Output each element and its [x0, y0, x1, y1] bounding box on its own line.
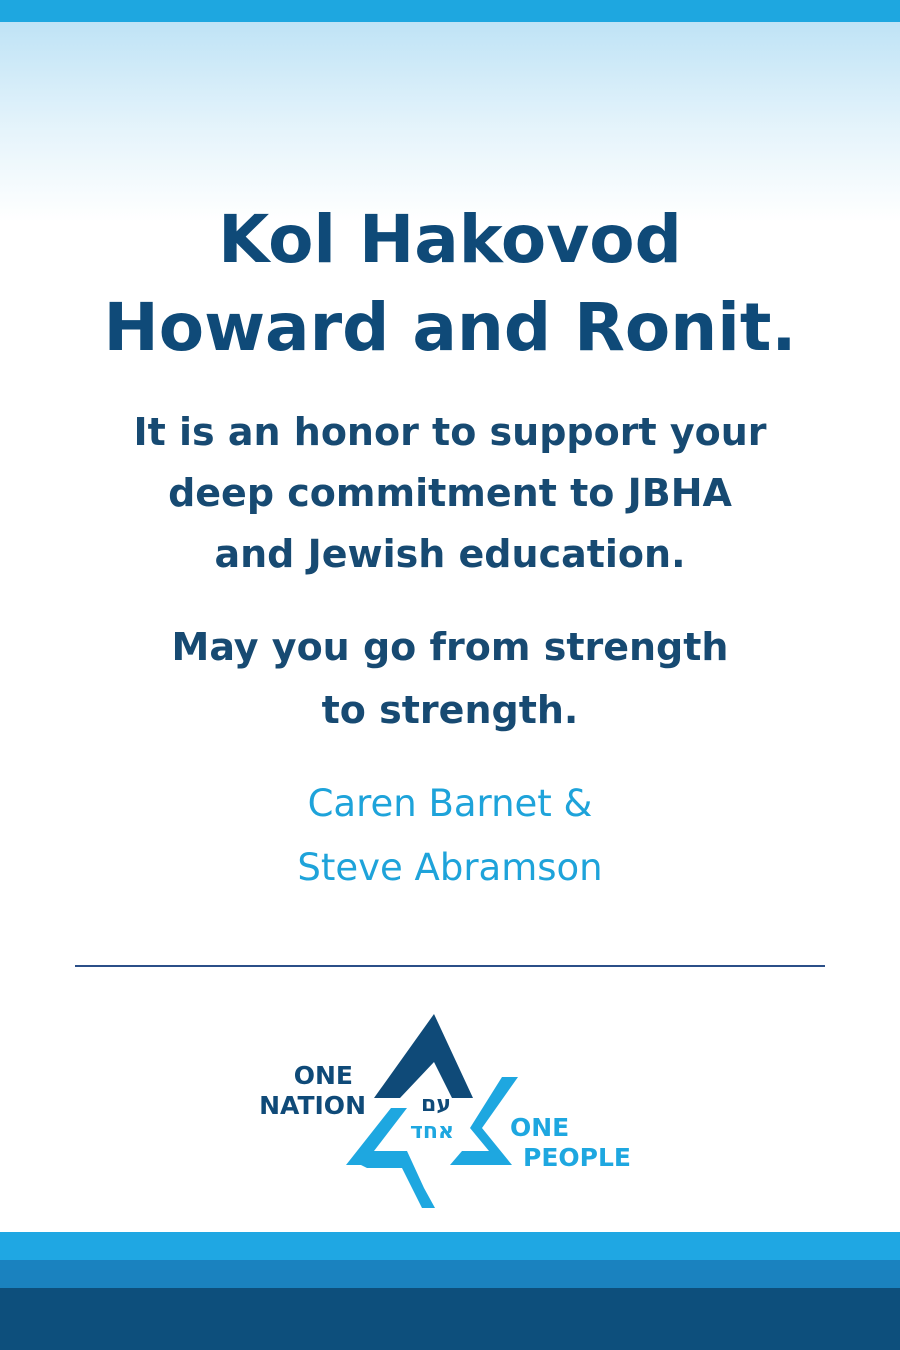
logo-text-nation: NATION — [259, 1091, 366, 1120]
headline-line-1: Kol Hakovod — [218, 201, 682, 278]
signer-line-2: Steve Abramson — [297, 846, 603, 889]
logo-text-people: PEOPLE — [523, 1143, 631, 1172]
blessing-line-2: to strength. — [321, 688, 579, 732]
logo-hebrew-am: עם — [421, 1092, 451, 1117]
logo-text-one-left: ONE — [293, 1061, 353, 1090]
bottom-band-light — [0, 1232, 900, 1260]
top-gradient — [0, 22, 900, 222]
headline-line-2: Howard and Ronit. — [103, 289, 797, 366]
blessing — [0, 616, 900, 742]
one-nation-one-people-logo — [240, 1008, 670, 1218]
message-line-1: It is an honor to support your — [133, 410, 767, 454]
message-line-2: deep commitment to JBHA — [168, 471, 732, 515]
bottom-band-mid — [0, 1260, 900, 1288]
logo-text-one-right: ONE — [510, 1113, 570, 1142]
tribute-message — [0, 402, 900, 585]
top-stripe — [0, 0, 900, 22]
signers — [0, 772, 900, 900]
blessing-line-1: May you go from strength — [171, 625, 729, 669]
bottom-band-dark — [0, 1288, 900, 1350]
star-of-david-logo-icon — [240, 1008, 670, 1218]
divider-rule — [75, 965, 825, 967]
headline — [0, 196, 900, 372]
logo-hebrew-echad: אחד — [409, 1119, 455, 1144]
signer-line-1: Caren Barnet & — [307, 782, 593, 825]
logo-upper-arm — [374, 1014, 473, 1098]
message-line-3: and Jewish education. — [214, 532, 686, 576]
